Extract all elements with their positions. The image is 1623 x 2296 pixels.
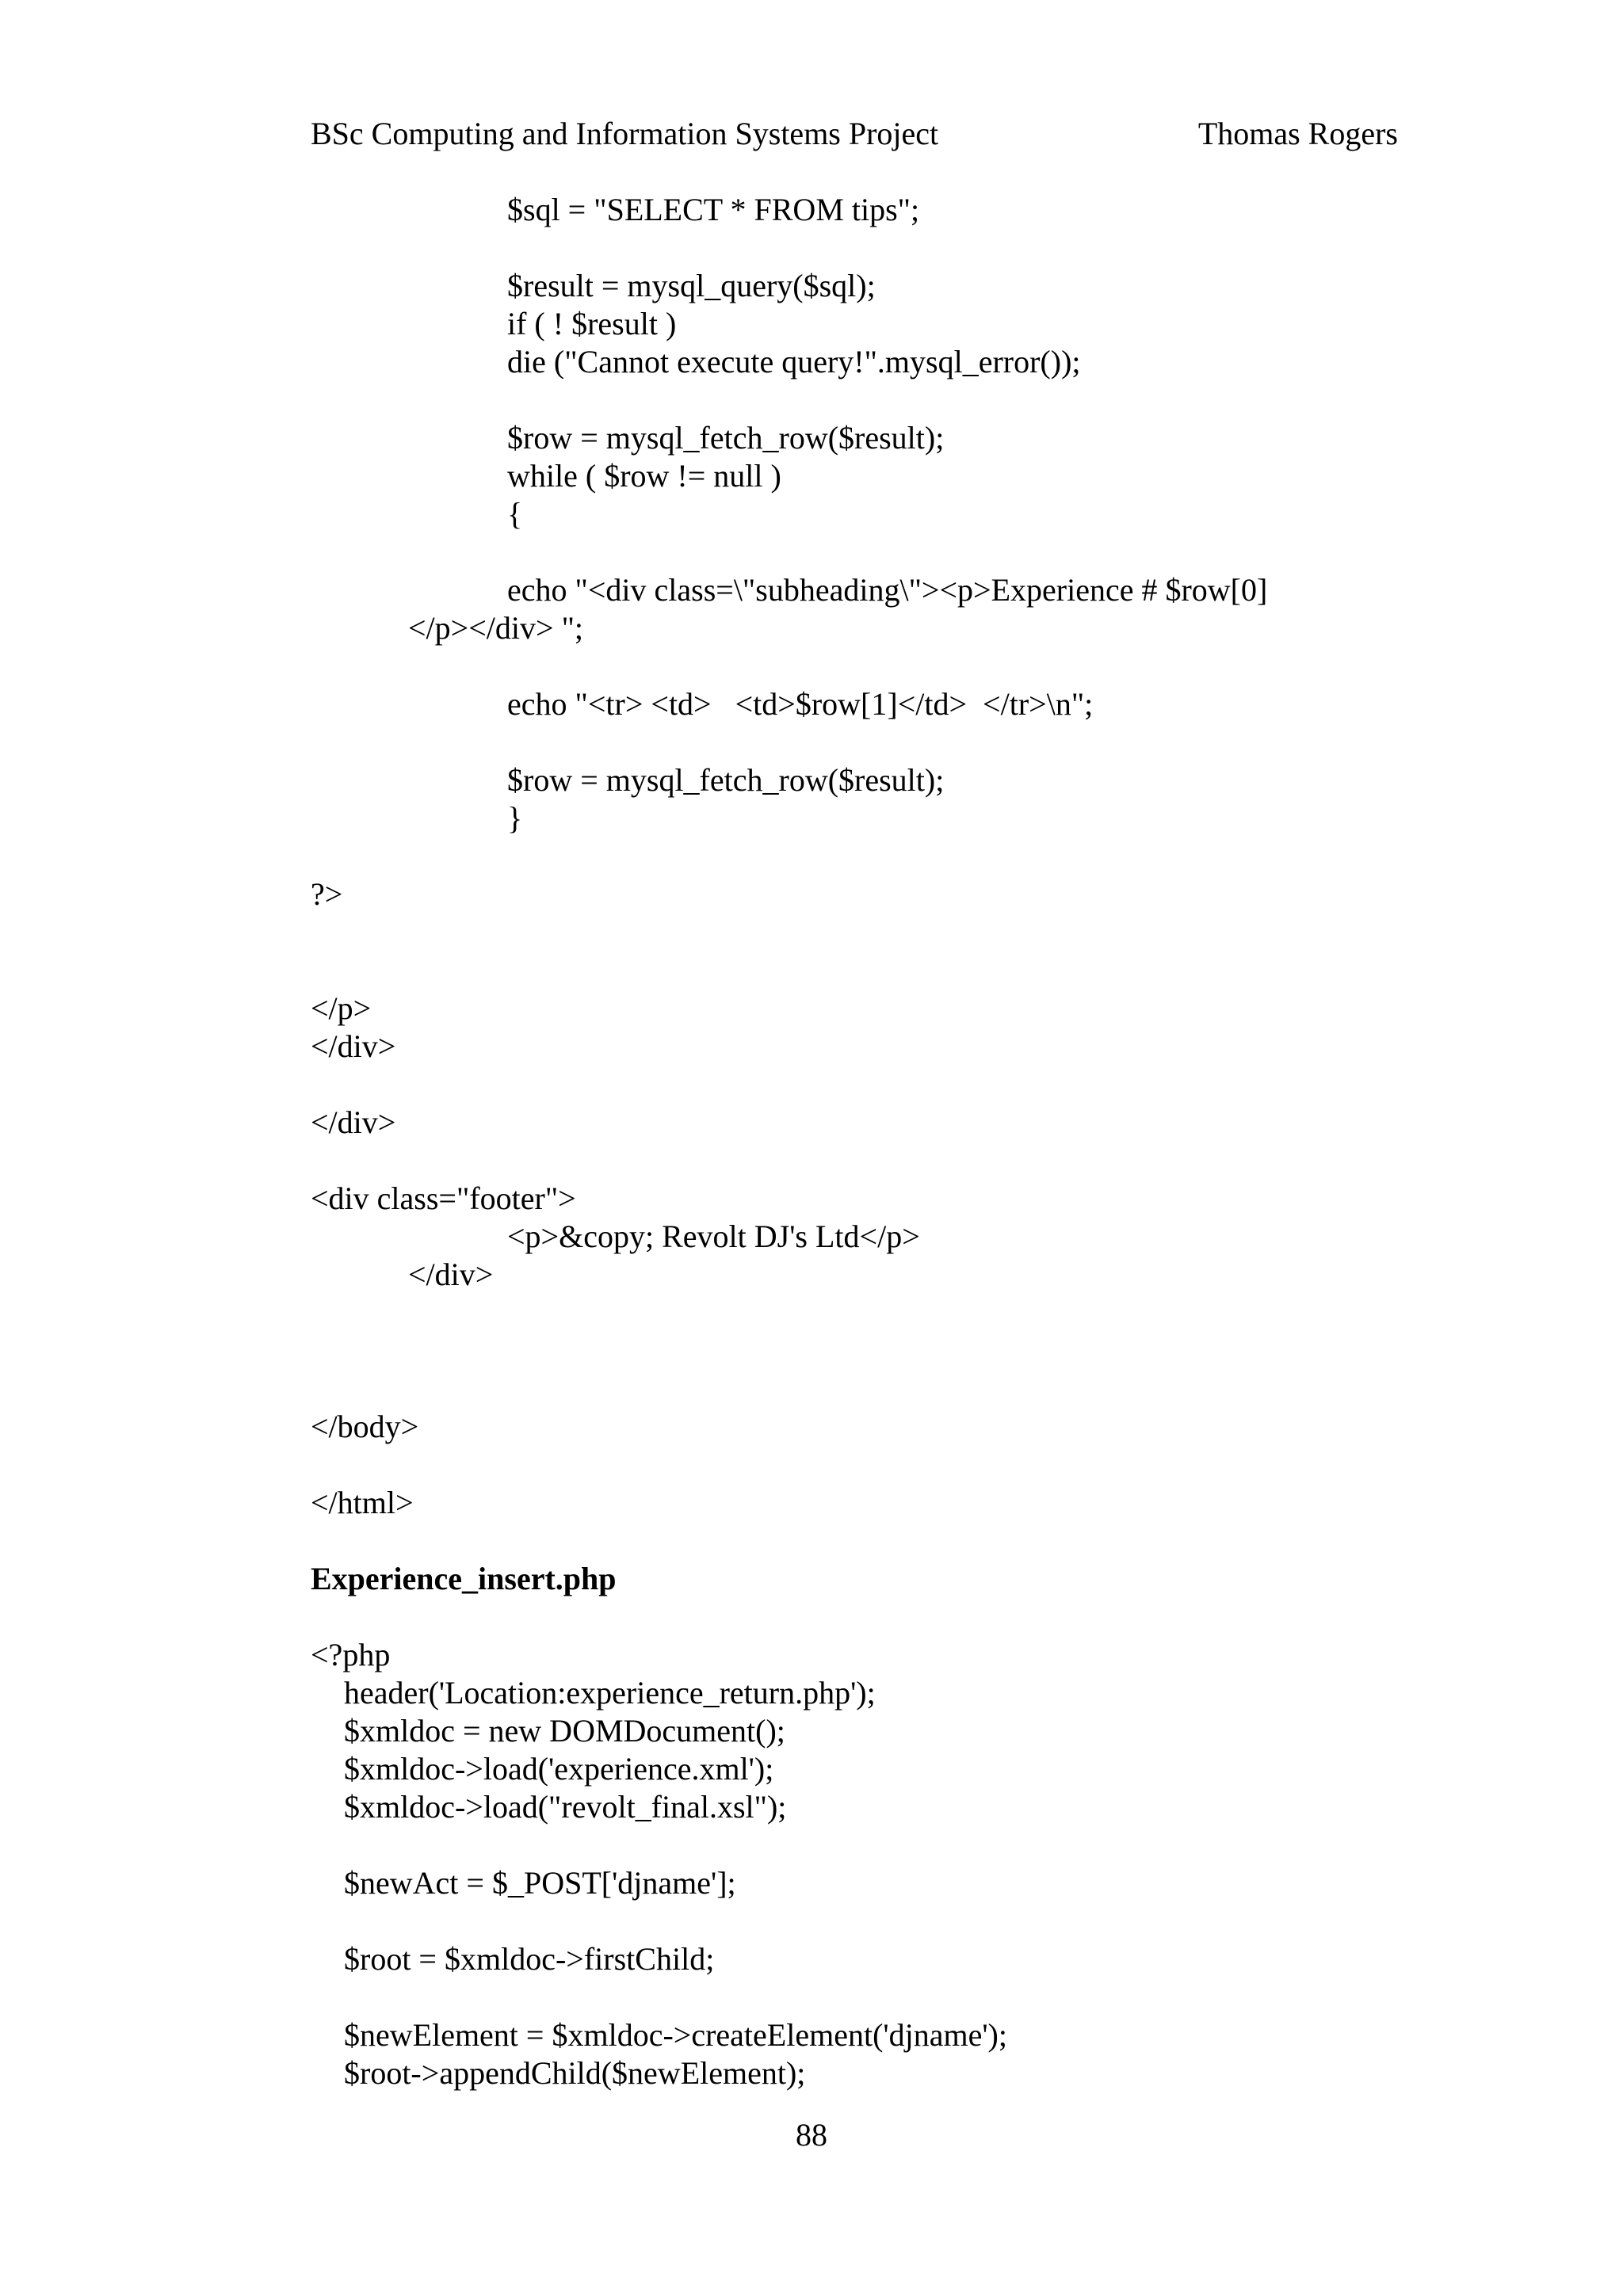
- section-heading: Experience_insert.php: [311, 1561, 617, 1596]
- running-header-title: BSc Computing and Information Systems Project: [311, 116, 939, 151]
- code-line: }: [507, 800, 523, 836]
- code-line: $sql = "SELECT * FROM tips";: [507, 192, 920, 227]
- code-line: <p>&copy; Revolt DJ's Ltd</p>: [507, 1219, 920, 1254]
- code-line: $root = $xmldoc->firstChild;: [344, 1941, 715, 1977]
- code-line: {: [507, 496, 523, 532]
- page-number: 88: [796, 2117, 827, 2153]
- code-line: $row = mysql_fetch_row($result);: [507, 762, 945, 798]
- code-line: ?>: [311, 876, 343, 912]
- code-line: echo "<div class=\"subheading\"><p>Experience # $row[0]: [507, 572, 1268, 608]
- code-line: </body>: [311, 1409, 419, 1444]
- code-line: $xmldoc = new DOMDocument();: [344, 1713, 785, 1749]
- code-line: $root->appendChild($newElement);: [344, 2055, 806, 2091]
- running-header-author: Thomas Rogers: [1197, 116, 1398, 151]
- code-line: while ( $row != null ): [507, 458, 781, 494]
- code-line: echo "<tr> <td> <td>$row[1]</td> </tr>\n";: [507, 686, 1094, 722]
- code-line: $newAct = $_POST['djname'];: [344, 1865, 736, 1901]
- code-line: $newElement = $xmldoc->createElement('djname');: [344, 2017, 1007, 2053]
- code-line: </p>: [311, 990, 372, 1026]
- code-line: if ( ! $result ): [507, 306, 677, 341]
- code-line: die ("Cannot execute query!".mysql_error());: [507, 344, 1081, 379]
- code-line: <?php: [311, 1637, 391, 1672]
- code-line: $result = mysql_query($sql);: [507, 268, 876, 303]
- code-line: $row = mysql_fetch_row($result);: [507, 420, 945, 456]
- code-line: </html>: [311, 1485, 414, 1520]
- code-line: </div>: [311, 1104, 396, 1140]
- code-line: </p></div> ";: [408, 610, 584, 646]
- code-line: </div>: [408, 1257, 494, 1292]
- code-line: header('Location:experience_return.php');: [344, 1675, 876, 1711]
- code-line: </div>: [311, 1028, 396, 1064]
- code-line: $xmldoc->load('experience.xml');: [344, 1751, 774, 1787]
- code-line: <div class="footer">: [311, 1180, 576, 1216]
- code-line: $xmldoc->load("revolt_final.xsl");: [344, 1789, 787, 1825]
